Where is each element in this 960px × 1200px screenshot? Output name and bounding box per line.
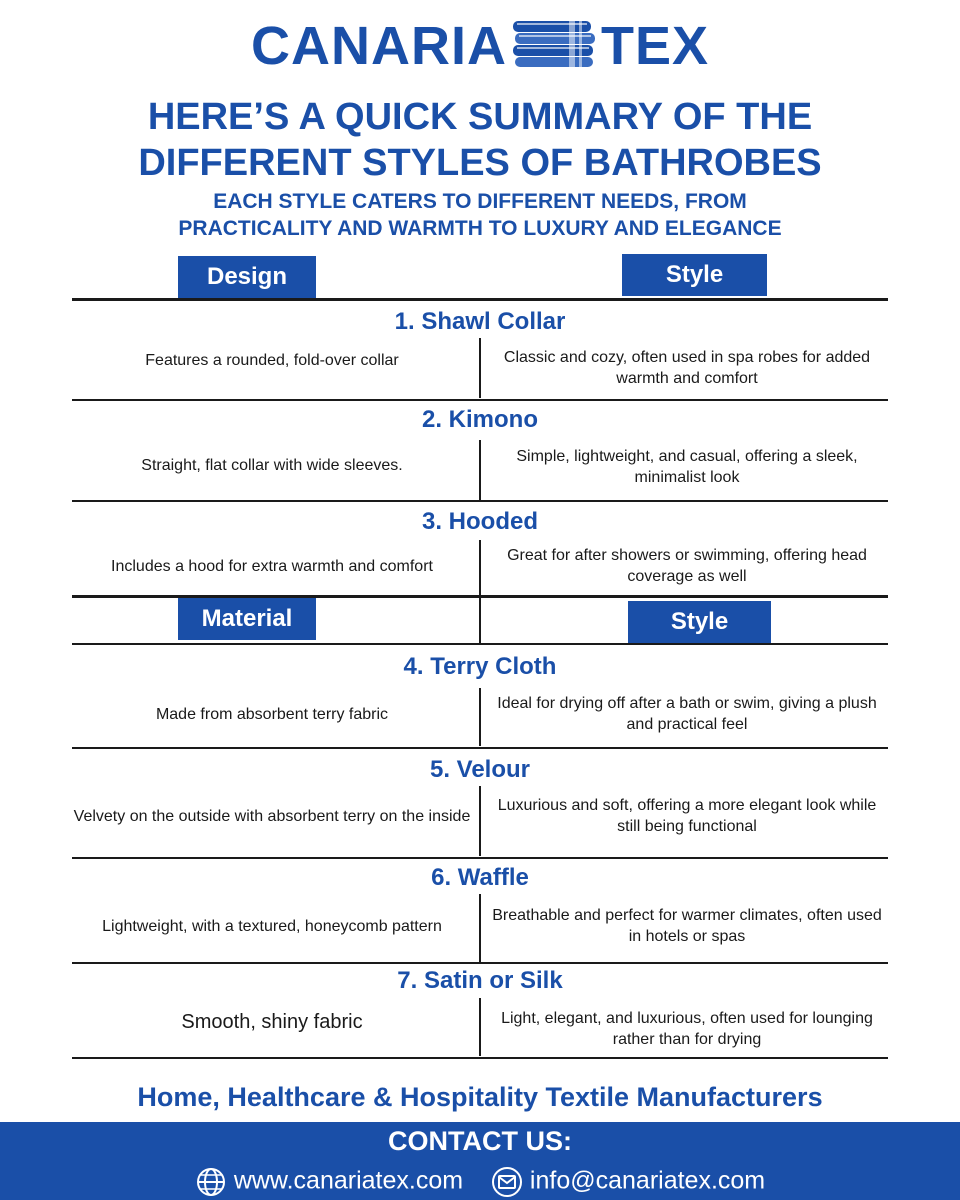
row-title: 5. Velour xyxy=(429,756,531,783)
column-divider xyxy=(479,894,481,962)
column-header-design: Design xyxy=(178,256,316,298)
brand-logo xyxy=(0,14,960,83)
row-style-cell: Luxurious and soft, offering a more elegant look while still being functional xyxy=(497,797,877,835)
subheadline-line-2: PRACTICALITY AND WARMTH TO LUXURY AND ELEGANCE xyxy=(178,217,782,240)
row-material-cell: Lightweight, with a textured, honeycomb pattern xyxy=(102,917,442,935)
column-divider xyxy=(479,688,481,746)
contact-line xyxy=(0,1162,960,1198)
page-subheadline xyxy=(0,188,960,242)
row-divider xyxy=(72,962,888,964)
row-style-cell: Simple, lightweight, and casual, offering a sleek, minimalist look xyxy=(516,448,858,486)
row-design-cell: Includes a hood for extra warmth and comfort xyxy=(111,557,433,575)
row-divider xyxy=(72,1057,888,1059)
row-style-cell: Breathable and perfect for warmer climates, often used in hotels or spas xyxy=(492,907,882,945)
row-material-cell: Made from absorbent terry fabric xyxy=(155,705,389,723)
row-design-cell: Straight, flat collar with wide sleeves. xyxy=(141,456,403,474)
row-title: 7. Satin or Silk xyxy=(397,967,563,994)
row-title: 3. Hooded xyxy=(421,508,538,535)
row-material-cell: Velvety on the outside with absorbent terry on the inside xyxy=(73,807,471,825)
envelope-icon xyxy=(491,1166,523,1194)
row-title: 6. Waffle xyxy=(431,864,529,891)
row-material-cell: Smooth, shiny fabric xyxy=(181,1010,363,1033)
brand-name-left: CANARIA xyxy=(250,16,507,76)
row-divider xyxy=(72,500,888,502)
section-divider xyxy=(72,298,888,301)
company-tagline: Home, Healthcare & Hospitality Textile Manufacturers xyxy=(137,1082,823,1112)
row-design-cell: Features a rounded, fold-over collar xyxy=(145,351,399,369)
column-divider xyxy=(479,338,481,398)
column-divider xyxy=(479,440,481,500)
row-divider xyxy=(72,399,888,401)
row-title: 4. Terry Cloth xyxy=(403,653,557,680)
contact-banner xyxy=(0,1122,960,1200)
page-headline xyxy=(0,94,960,186)
row-style-cell: Light, elegant, and luxurious, often used for lounging rather than for drying xyxy=(501,1010,873,1048)
row-style-cell: Classic and cozy, often used in spa robes for added warmth and comfort xyxy=(503,349,871,387)
column-divider xyxy=(479,786,481,856)
column-header-style: Style xyxy=(622,254,767,296)
column-header-style: Style xyxy=(628,601,771,643)
column-divider xyxy=(479,540,481,644)
subheadline-line-1: EACH STYLE CATERS TO DIFFERENT NEEDS, FROM xyxy=(213,190,747,213)
brand-name-right: TEX xyxy=(600,16,710,76)
email-link[interactable]: info@canariatex.com xyxy=(529,1166,766,1195)
headline-line-1: HERE’S A QUICK SUMMARY OF THE xyxy=(147,96,813,138)
row-title: 1. Shawl Collar xyxy=(394,308,566,335)
row-title: 2. Kimono xyxy=(421,406,538,433)
folded-towels-icon xyxy=(511,17,597,83)
row-style-cell: Great for after showers or swimming, offering head coverage as well xyxy=(507,547,867,585)
column-divider xyxy=(479,998,481,1056)
section-divider xyxy=(72,643,888,645)
website-link[interactable]: www.canariatex.com xyxy=(233,1166,464,1195)
contact-title: CONTACT US: xyxy=(388,1126,572,1156)
headline-line-2: DIFFERENT STYLES OF BATHROBES xyxy=(138,142,822,184)
globe-icon xyxy=(195,1166,227,1194)
row-style-cell: Ideal for drying off after a bath or swim, giving a plush and practical feel xyxy=(497,695,877,733)
column-header-material: Material xyxy=(178,598,316,640)
row-divider xyxy=(72,747,888,749)
row-divider xyxy=(72,857,888,859)
